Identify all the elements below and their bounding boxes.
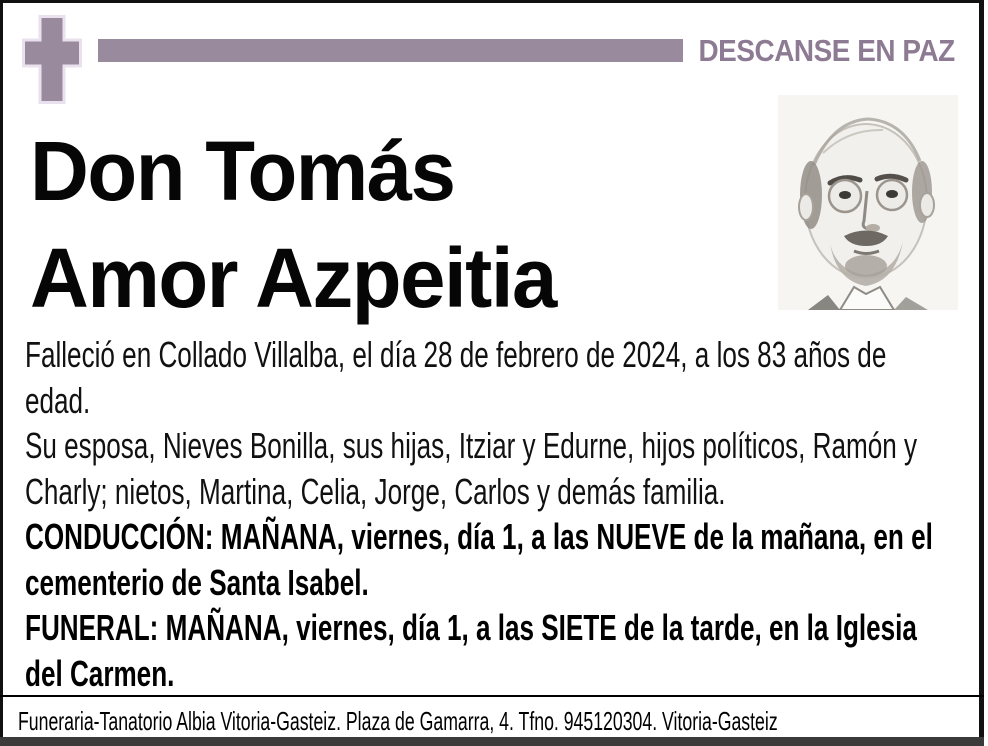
latin-cross-icon: [22, 15, 82, 104]
header-accent-bar: [98, 39, 683, 62]
deceased-name-line2: Amor Azpeitia: [30, 231, 556, 325]
family-paragraph: Su esposa, Nieves Bonilla, sus hijas, Itziar y Edurne, hijos políticos, Ramón y Charly; nietos, Martina, Celia, Jorge, Carlos y demás familia.: [25, 425, 918, 512]
deceased-name: [30, 118, 556, 332]
funeral-paragraph: FUNERAL: MAÑANA, viernes, día 1, a las SIETE de la tarde, en la Iglesia del Carmen.: [25, 607, 917, 694]
conduccion-paragraph: CONDUCCIÓN: MAÑANA, viernes, día 1, a las NUEVE de la mañana, en el cementerio de Santa Isabel.: [25, 516, 933, 603]
obituary-body: [25, 332, 933, 696]
deceased-portrait-photo: [778, 95, 958, 310]
funeral-home-info: Funeraria-Tanatorio Albia Vitoria-Gasteiz. Plaza de Gamarra, 4. Tfno. 945120304. Vitoria-Gasteiz: [18, 706, 778, 736]
footer-divider: [0, 695, 984, 697]
death-notice-paragraph: Falleció en Collado Villalba, el día 28 de febrero de 2024, a los 83 años de edad.: [25, 334, 887, 421]
motto-text: DESCANSE EN PAZ: [698, 33, 955, 68]
deceased-name-line1: Don Tomás: [30, 124, 455, 218]
bottom-accent-bar: [0, 737, 984, 746]
